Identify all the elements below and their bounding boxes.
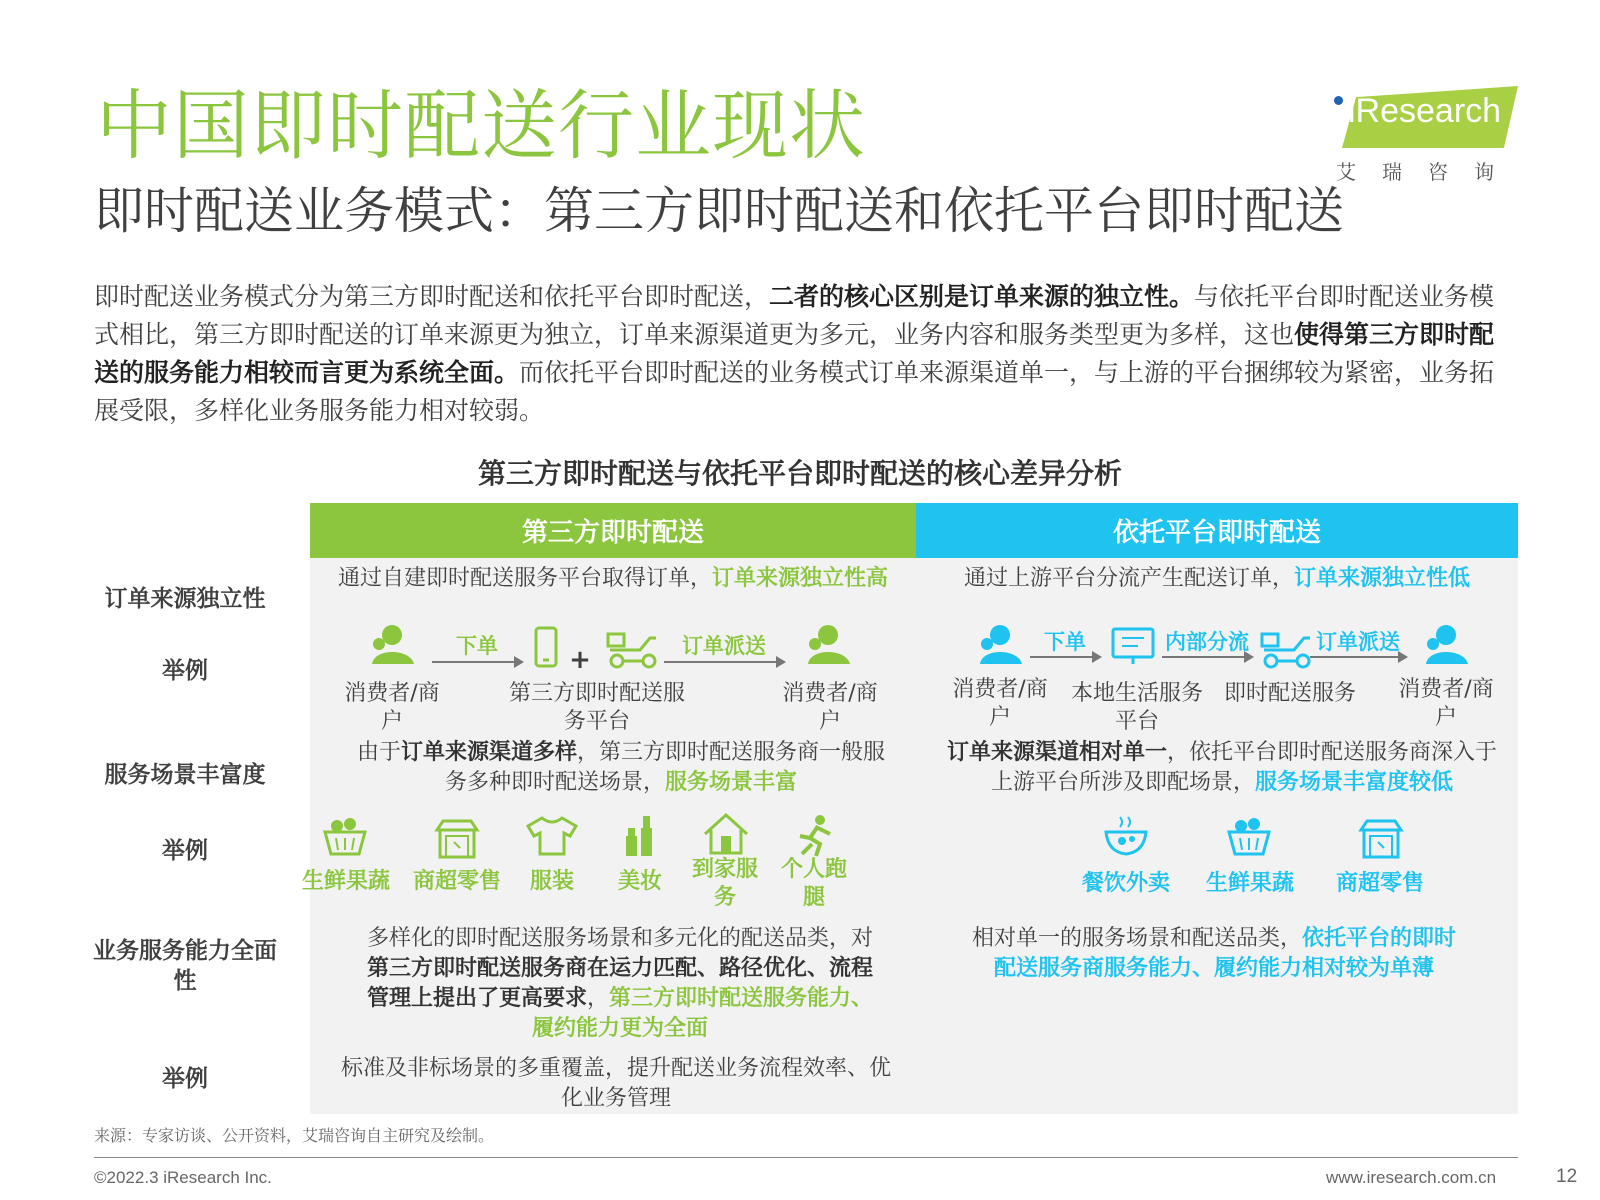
platform-category-1: 生鲜果蔬 xyxy=(1205,871,1294,896)
platform-flow-arrow-2 xyxy=(1162,656,1252,658)
page-title: 中国即时配送行业现状 xyxy=(96,81,866,170)
platform-independence-text: 通过上游平台分流产生配送订单， xyxy=(963,566,1294,591)
screen-icon xyxy=(1110,626,1156,666)
platform-category-2: 商超零售 xyxy=(1335,871,1424,896)
platform-cap-a: 相对单一的服务场景和配送品类， xyxy=(971,926,1302,951)
third-category-2: 服装 xyxy=(529,869,574,894)
third-capability xyxy=(360,924,880,1044)
home-service-icon xyxy=(702,812,750,856)
platform-flow-consumer-b: 消费者/商户 xyxy=(1398,677,1494,730)
intro-paragraph xyxy=(94,278,1514,430)
intro-b2: 使得第三方即时配送的服务能力相较而言更为系统全面。 xyxy=(94,320,1495,387)
platform-scene xyxy=(944,738,1500,798)
copyright: ©2022.3 iResearch Inc. xyxy=(94,1168,272,1187)
website-url: www.iresearch.com.cn xyxy=(1326,1168,1497,1187)
third-scene-highlight: 服务场景丰富 xyxy=(665,770,798,795)
row-label-scene: 服务场景丰富度 xyxy=(104,762,266,788)
iresearch-logo xyxy=(1328,80,1528,190)
row-label-independence: 订单来源独立性 xyxy=(104,586,266,612)
platform-flow-internal-label: 内部分流 xyxy=(1165,630,1249,654)
third-category-4: 到家服务 xyxy=(691,857,758,910)
bowl-icon xyxy=(1102,814,1150,858)
platform-flow-local: 本地生活服务平台 xyxy=(1070,681,1203,734)
third-category-0: 生鲜果蔬 xyxy=(301,869,390,894)
platform-flow-consumer-a: 消费者/商户 xyxy=(952,677,1048,730)
cosmetics-icon xyxy=(622,812,656,858)
third-category-3: 美妆 xyxy=(617,869,662,894)
platform-capability xyxy=(964,924,1464,984)
diagram-title: 第三方即时配送与依托平台即时配送的核心差异分析 xyxy=(477,457,1122,490)
third-scene-b: 订单来源渠道多样 xyxy=(400,740,577,765)
scooter-icon xyxy=(604,628,662,670)
column-header-third-party: 第三方即时配送 xyxy=(310,503,916,558)
third-flow-arrow-1 xyxy=(432,661,522,663)
third-flow-consumer-a: 消费者/商户 xyxy=(344,681,440,734)
platform-independence xyxy=(918,564,1516,594)
store-icon xyxy=(434,818,480,860)
store-icon xyxy=(1358,818,1404,860)
row-label-example1: 举例 xyxy=(162,658,208,684)
third-flow-platform: 第三方即时配送服务平台 xyxy=(508,681,685,734)
platform-flow-order-label: 下单 xyxy=(1044,630,1086,654)
logo-cn: 艾瑞咨询 xyxy=(1336,160,1520,184)
third-flow-consumer-b: 消费者/商户 xyxy=(782,681,878,734)
platform-flow-arrow-1 xyxy=(1030,656,1100,658)
platform-scene-b: ，依托平台即时配送服务商深入于上游平台所涉及即配场景， xyxy=(990,740,1498,795)
platform-flow-arrow-3 xyxy=(1310,656,1406,658)
scooter-icon xyxy=(1258,628,1316,670)
platform-flow-delivery: 即时配送服务 xyxy=(1223,681,1356,706)
third-scene xyxy=(356,738,886,798)
phone-icon xyxy=(533,626,559,668)
third-flow-order-label: 下单 xyxy=(456,634,498,658)
platform-scene-a: 订单来源渠道相对单一 xyxy=(946,740,1167,765)
footer-divider xyxy=(94,1157,1518,1158)
third-flow-dispatch-label: 订单派送 xyxy=(682,634,766,658)
intro-p3: 而依托平台即时配送的业务模式订单来源渠道单一，与上游的平台捆绑较为紧密，业务拓展受限，多样化业务服务能力相对较弱。 xyxy=(94,358,1495,425)
logo-brand: iResearch xyxy=(1348,92,1502,130)
source-note: 来源：专家访谈、公开资料，艾瑞咨询自主研究及绘制。 xyxy=(94,1126,495,1145)
third-cap-a: 多样化的即时配送服务场景和多元化的配送品类，对 xyxy=(366,926,873,951)
intro-b1: 二者的核心区别是订单来源的独立性。 xyxy=(769,282,1195,311)
third-cap-c: ， xyxy=(586,986,609,1011)
third-flow-arrow-2 xyxy=(664,661,784,663)
third-independence xyxy=(312,564,914,594)
platform-independence-highlight: 订单来源独立性低 xyxy=(1294,566,1471,591)
person-icon xyxy=(976,622,1026,666)
row-label-capability: 业务服务能力全面性 xyxy=(93,938,277,994)
platform-scene-highlight: 服务场景丰富度较低 xyxy=(1255,770,1454,795)
third-category-1: 商超零售 xyxy=(412,869,501,894)
person-icon xyxy=(368,622,418,666)
third-category-5: 个人跑腿 xyxy=(780,857,847,910)
third-independence-highlight: 订单来源独立性高 xyxy=(712,566,889,591)
third-example3: 标准及非标场景的多重覆盖，提升配送业务流程效率、优化业务管理 xyxy=(340,1056,891,1111)
clothes-icon xyxy=(524,814,580,858)
intro-p1: 即时配送业务模式分为第三方即时配送和依托平台即时配送， xyxy=(94,282,770,311)
third-independence-text: 通过自建即时配送服务平台取得订单， xyxy=(337,566,712,591)
platform-cap-highlight: 依托平台的即时配送服务商服务能力、履约能力相对较为单薄 xyxy=(993,926,1457,981)
page-subtitle: 即时配送业务模式：第三方即时配送和依托平台即时配送 xyxy=(94,182,1344,240)
row-label-example3: 举例 xyxy=(162,1066,208,1092)
row-label-example2: 举例 xyxy=(162,838,208,864)
person-icon xyxy=(804,622,854,666)
third-scene-a: 由于 xyxy=(356,740,401,765)
person-icon xyxy=(1422,622,1472,666)
platform-flow-dispatch-label: 订单派送 xyxy=(1316,630,1400,654)
runner-icon xyxy=(792,814,840,858)
platform-category-0: 餐饮外卖 xyxy=(1081,871,1170,896)
third-cap-b: 第三方即时配送服务商在运力匹配、路径优化、流程管理上提出了更高要求 xyxy=(366,956,873,1011)
column-header-platform: 依托平台即时配送 xyxy=(916,503,1518,558)
logo-dot xyxy=(1334,96,1343,105)
third-scene-c: ，第三方即时配送服务商一般服务多种即时配送场景， xyxy=(444,740,886,795)
basket-icon xyxy=(322,816,368,858)
third-cap-highlight: 第三方即时配送服务能力、履约能力更为全面 xyxy=(531,986,874,1041)
page-number: 12 xyxy=(1556,1166,1578,1187)
intro-p2: 与依托平台即时配送业务模式相比，第三方即时配送的订单来源更为独立，订单来源渠道更为多元，业务内容和服务类型更为多样，这也 xyxy=(94,282,1495,349)
third-flow-plus: + xyxy=(569,645,591,675)
basket-icon xyxy=(1226,816,1272,858)
